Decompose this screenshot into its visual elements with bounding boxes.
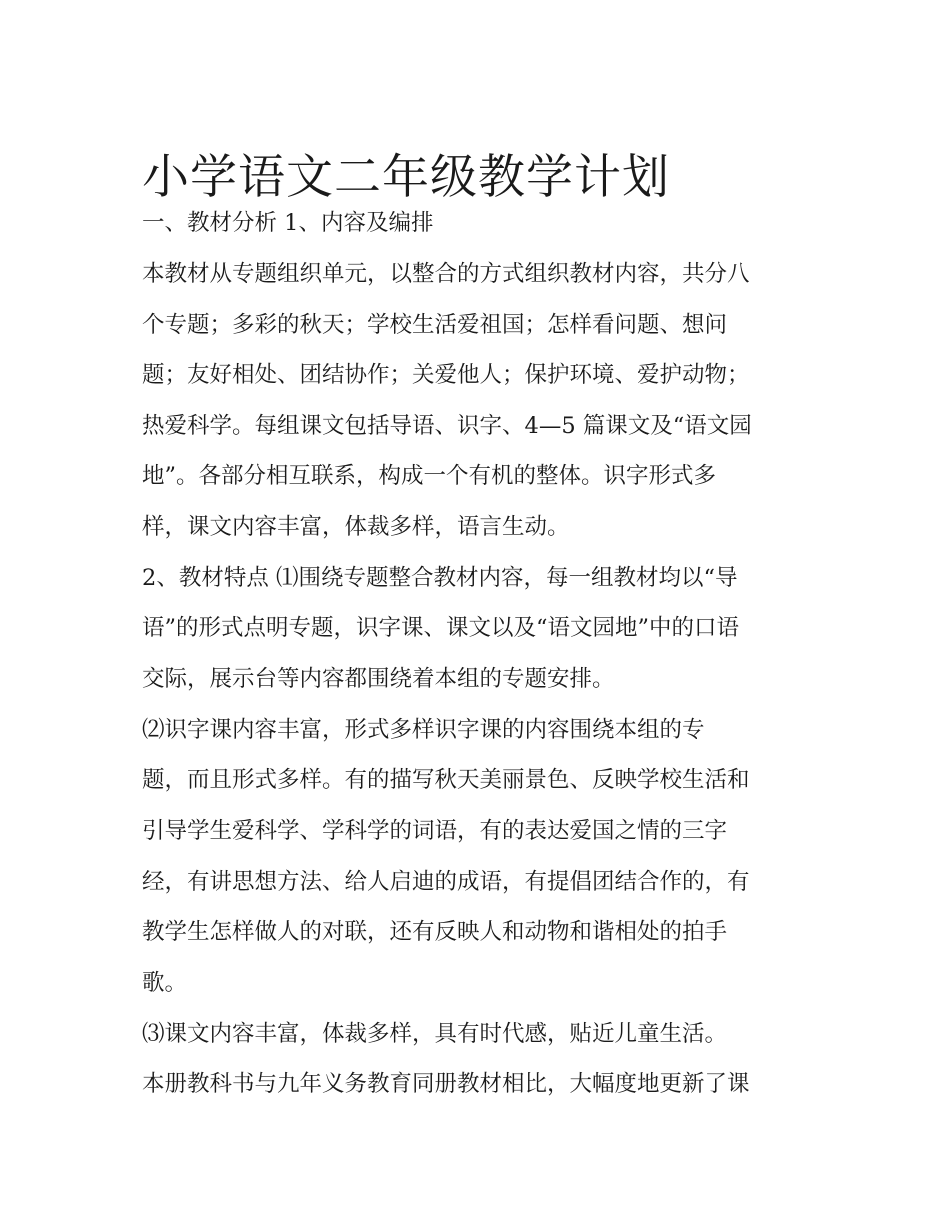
- paragraph-line: 个专题；多彩的秋天；学校生活爱祖国；怎样看问题、想问: [142, 312, 728, 338]
- document-title: 小学语文二年级教学计划: [142, 150, 670, 206]
- paragraph-line: 本教材从专题组织单元，以整合的方式组织教材内容，共分八: [142, 261, 750, 287]
- paragraph-line: 语”的形式点明专题，识字课、课文以及“语文园地”中的口语: [142, 615, 740, 641]
- paragraph-line: 本册教科书与九年义务教育同册教材相比，大幅度地更新了课: [142, 1071, 750, 1097]
- paragraph-line: 教学生怎样做人的对联，还有反映人和动物和谐相处的拍手: [142, 919, 728, 945]
- paragraph-line: 经，有讲思想方法、给人启迪的成语，有提倡团结合作的，有: [142, 869, 750, 895]
- paragraph-line: 引导学生爱科学、学科学的词语，有的表达爱国之情的三字: [142, 818, 728, 844]
- paragraph-line: 题，而且形式多样。有的描写秋天美丽景色、反映学校生活和: [142, 767, 750, 793]
- paragraph-line: 题；友好相处、团结协作；关爱他人；保护环境、爱护动物；: [142, 362, 750, 388]
- paragraph-line: 热爱科学。每组课文包括导语、识字、4—5 篇课文及“语文园: [142, 413, 752, 439]
- paragraph-line: 交际，展示台等内容都围绕着本组的专题安排。: [142, 666, 615, 692]
- paragraph-line: 样，课文内容丰富，体裁多样，语言生动。: [142, 514, 570, 540]
- paragraph-line: ⑵识字课内容丰富，形式多样识字课的内容围绕本组的专: [142, 717, 705, 743]
- paragraph-line: 地”。各部分相互联系，构成一个有机的整体。识字形式多: [142, 463, 717, 489]
- heading-textbook-analysis: 一、教材分析 1、内容及编排: [142, 210, 434, 236]
- paragraph-line: ⑶课文内容丰富，体裁多样，具有时代感，贴近儿童生活。: [142, 1021, 728, 1047]
- paragraph-line: 歌。: [142, 970, 188, 996]
- heading-textbook-features: 2、教材特点 ⑴围绕专题整合教材内容，每一组教材均以“导: [142, 565, 738, 591]
